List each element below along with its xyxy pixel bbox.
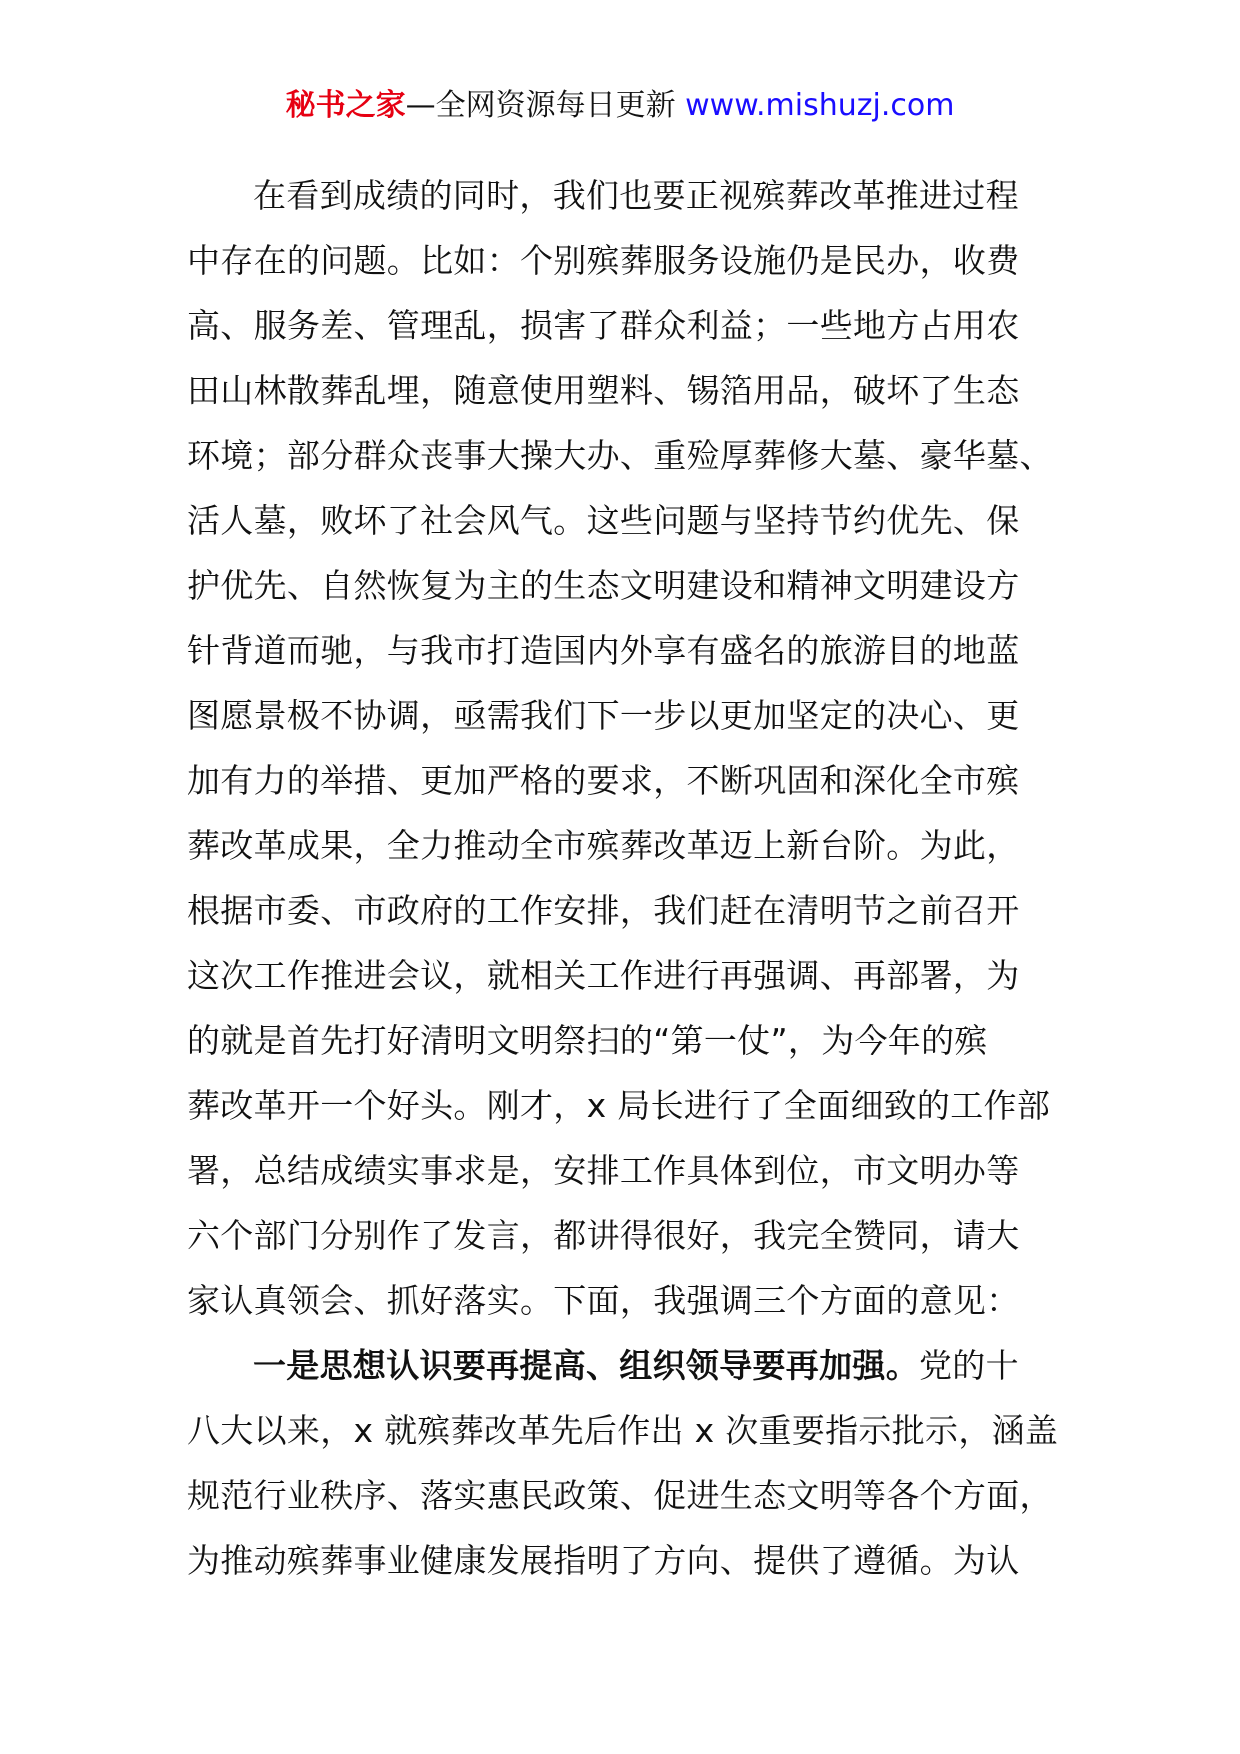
text-line: 根据市委、市政府的工作安排，我们赶在清明节之前召开	[187, 891, 1020, 930]
text-line: 规范行业秩序、落实惠民政策、促进生态文明等各个方面，	[187, 1476, 1053, 1515]
text-line: 田山林散葬乱埋，随意使用塑料、锡箔用品，破坏了生态	[187, 371, 1020, 410]
text-line: 葬改革成果，全力推动全市殡葬改革迈上新台阶。为此，	[187, 826, 1020, 865]
text-line: 六个部门分别作了发言，都讲得很好，我完全赞同，请大	[187, 1216, 1020, 1255]
text-line	[187, 1333, 1067, 1398]
text-line: 家认真领会、抓好落实。下面，我强调三个方面的意见：	[187, 1281, 1020, 1320]
point-heading: 一是思想认识要再提高、组织领导要再加强。	[253, 1346, 919, 1385]
page-header	[0, 86, 1240, 126]
text-line: 的就是首先打好清明文明祭扫的“第一仗”，为今年的殡	[187, 1021, 988, 1060]
header-slogan: —全网资源每日更新	[405, 88, 676, 123]
document-body	[187, 163, 1067, 1593]
paragraph-achievements-problems	[187, 163, 1067, 1333]
paragraph-point-one	[187, 1333, 1067, 1593]
text-line: 署，总结成绩实事求是，安排工作具体到位，市文明办等	[187, 1151, 1020, 1190]
text-line: 中存在的问题。比如：个别殡葬服务设施仍是民办，收费	[187, 241, 1020, 280]
text-line: 这次工作推进会议，就相关工作进行再强调、再部署，为	[187, 956, 1020, 995]
text-line: 葬改革开一个好头。刚才，x 局长进行了全面细致的工作部	[187, 1086, 1051, 1125]
point-heading-continuation: 党的十	[919, 1346, 1019, 1385]
text-line: 护优先、自然恢复为主的生态文明建设和精神文明建设方	[187, 566, 1020, 605]
text-line: 八大以来，x 就殡葬改革先后作出 x 次重要指示批示，涵盖	[187, 1411, 1059, 1450]
text-line: 活人墓，败坏了社会风气。这些问题与坚持节约优先、保	[187, 501, 1020, 540]
text-line: 环境；部分群众丧事大操大办、重殓厚葬修大墓、豪华墓、	[187, 436, 1053, 475]
brand-name: 秘书之家	[285, 88, 406, 123]
text-line: 加有力的举措、更加严格的要求，不断巩固和深化全市殡	[187, 761, 1020, 800]
text-line: 在看到成绩的同时，我们也要正视殡葬改革推进过程	[253, 176, 1019, 215]
website-link[interactable]: www.mishuzj.com	[685, 88, 955, 123]
text-line: 为推动殡葬事业健康发展指明了方向、提供了遵循。为认	[187, 1541, 1020, 1580]
text-line: 针背道而驰，与我市打造国内外享有盛名的旅游目的地蓝	[187, 631, 1020, 670]
text-line: 高、服务差、管理乱，损害了群众利益；一些地方占用农	[187, 306, 1020, 345]
text-line: 图愿景极不协调，亟需我们下一步以更加坚定的决心、更	[187, 696, 1020, 735]
